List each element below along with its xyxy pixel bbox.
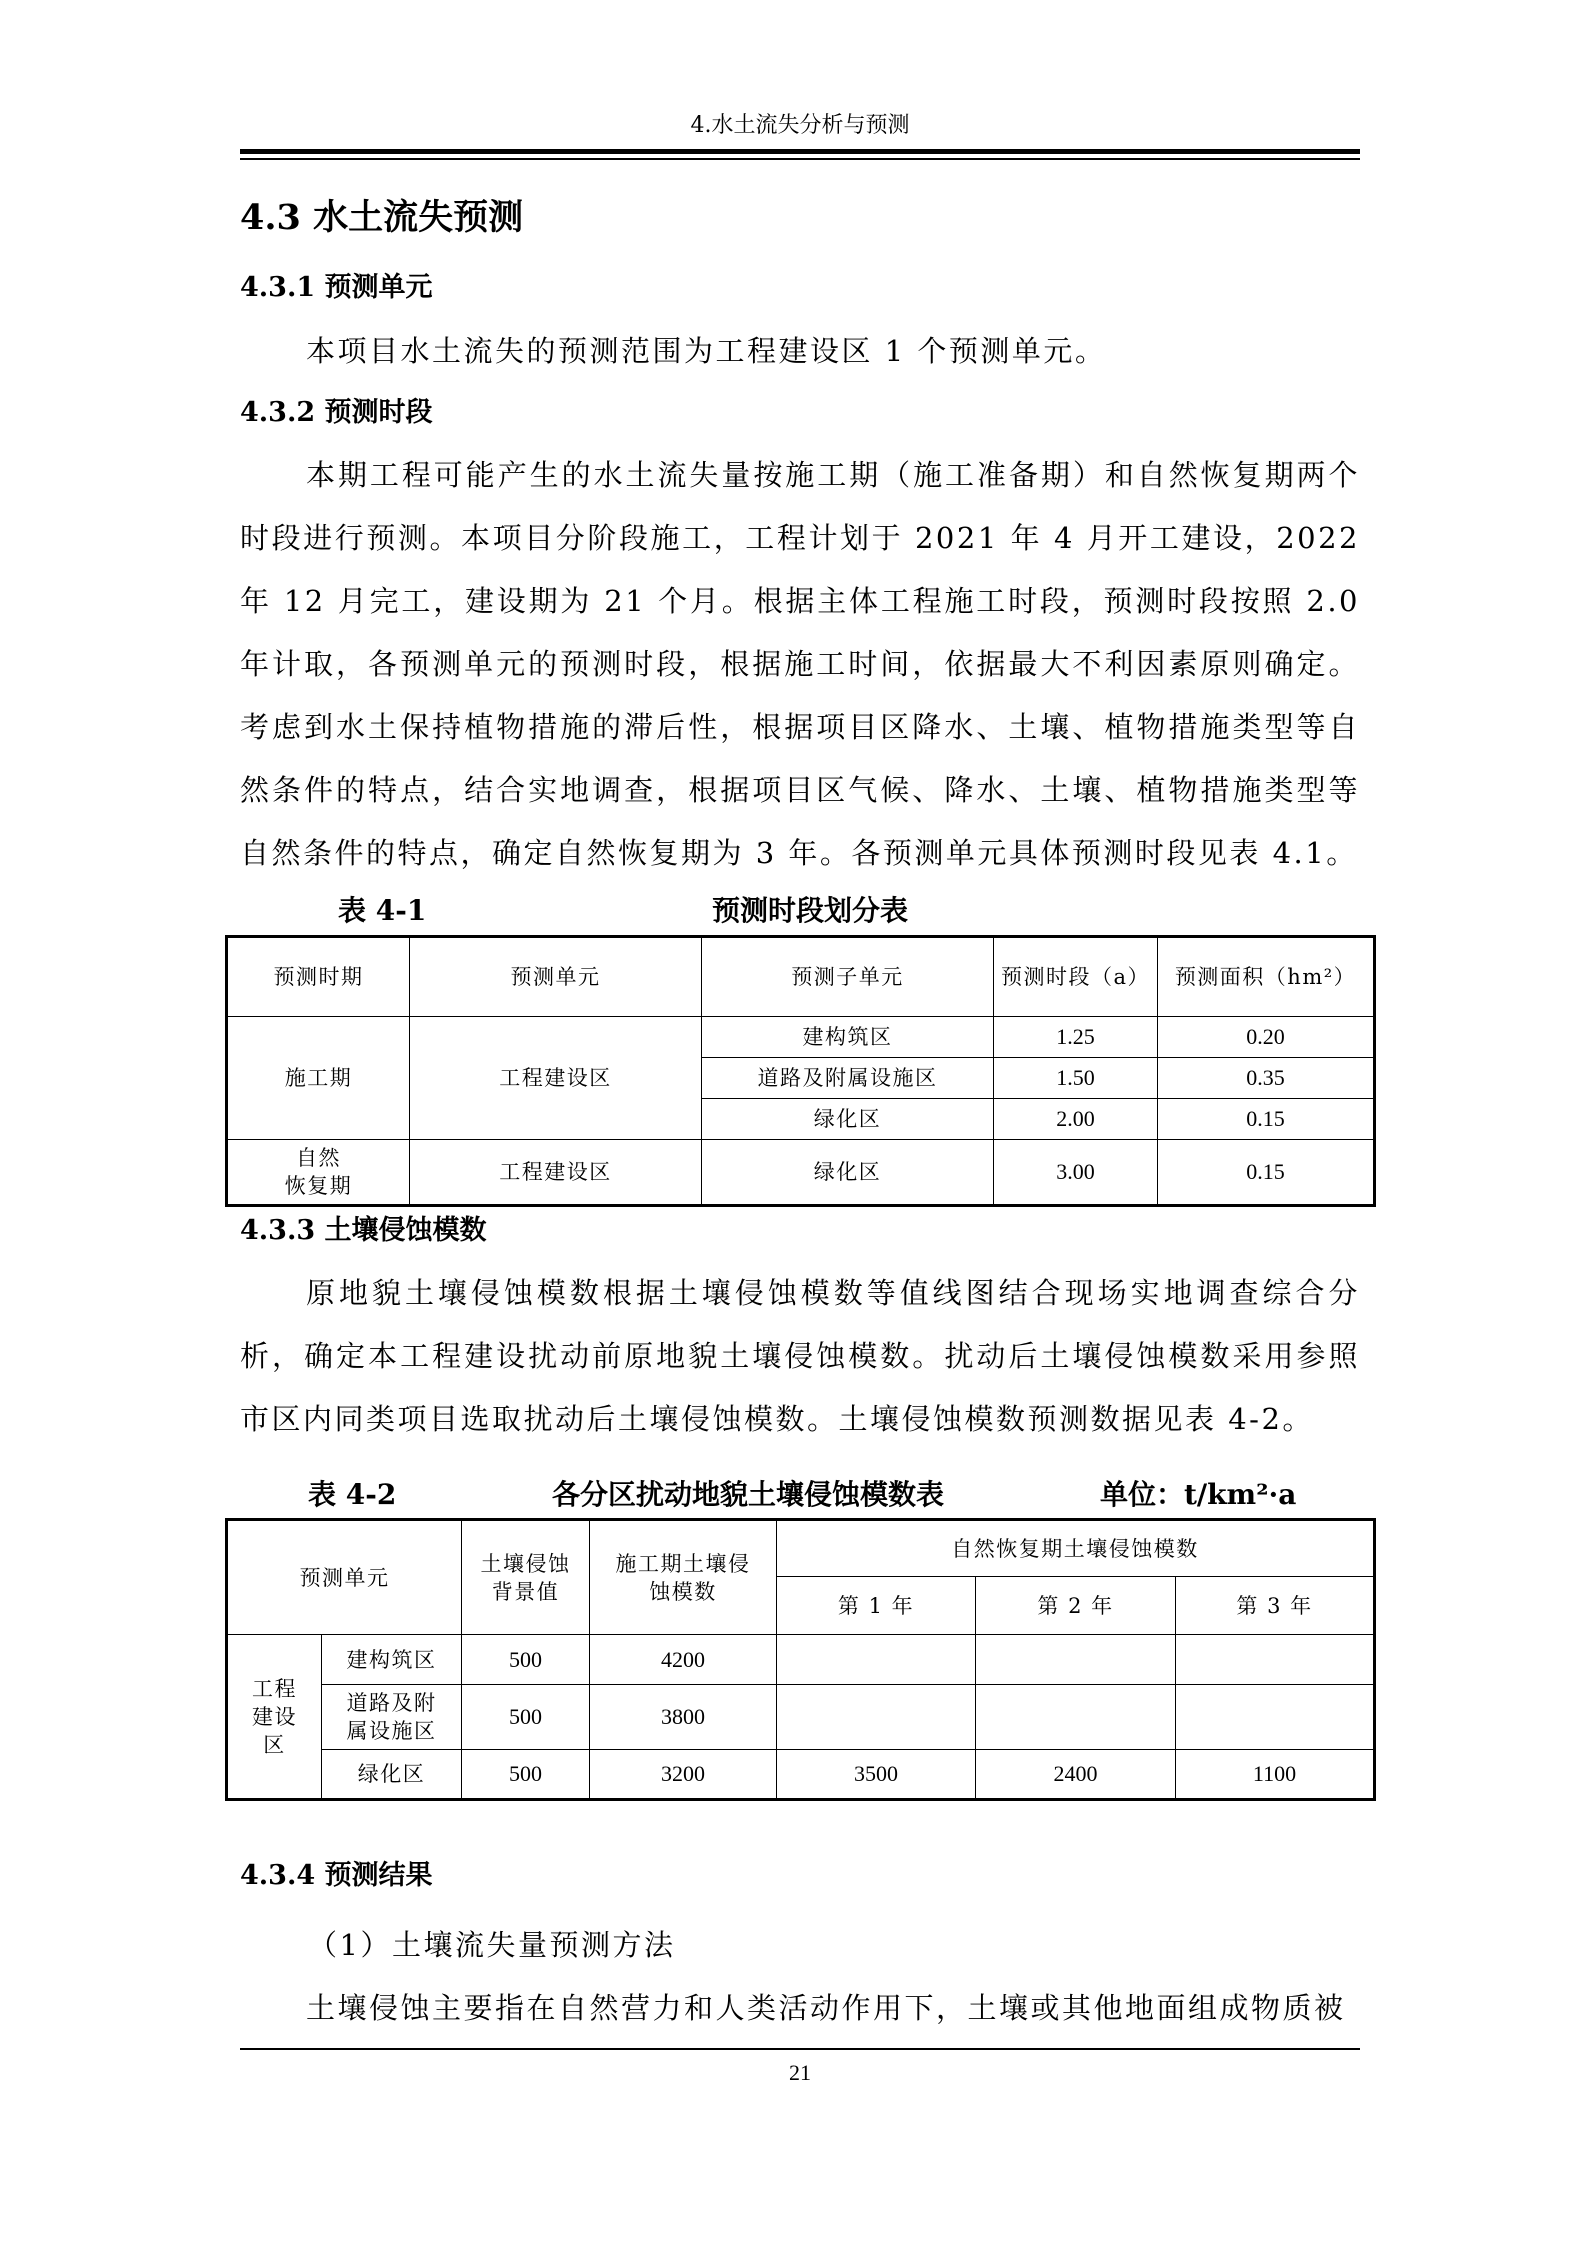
table2-background-value: 500 — [462, 1750, 590, 1800]
table2-year2-value: 2400 — [976, 1750, 1176, 1800]
table1-unit-cell: 工程建设区 — [410, 1017, 702, 1140]
table1-label: 表 4-1 — [338, 894, 427, 927]
table2-header-year: 第 1 年 — [777, 1577, 976, 1635]
table1-header-cell: 预测时段（a） — [994, 937, 1158, 1017]
table1-subunit-cell: 道路及附属设施区 — [702, 1058, 994, 1099]
running-header: 4.水土流失分析与预测 — [690, 113, 910, 138]
table1-period-value: 2.00 — [994, 1099, 1158, 1140]
table2-header-recovery: 自然恢复期土壤侵蚀模数 — [777, 1520, 1375, 1577]
paragraph-4-3-4-start: 土壤侵蚀主要指在自然营力和人类活动作用下，土壤或其他地面组成物质被 — [306, 1991, 1346, 2025]
heading-4-3-4: 4.3.4 预测结果 — [240, 1860, 433, 1891]
table-row — [227, 1140, 1375, 1206]
table2-header-construction: 施工期土壤侵 蚀模数 — [590, 1520, 777, 1635]
table1-header-cell: 预测时期 — [227, 937, 410, 1017]
table1-header-cell: 预测子单元 — [702, 937, 994, 1017]
table2-construction-value: 3200 — [590, 1750, 777, 1800]
table1-period-value: 3.00 — [994, 1140, 1158, 1206]
table2-subunit-cell: 道路及附 属设施区 — [322, 1685, 462, 1750]
table1-subunit-cell: 绿化区 — [702, 1099, 994, 1140]
table2-title: 各分区扰动地貌土壤侵蚀模数表 — [552, 1478, 945, 1511]
table2-construction-value: 3800 — [590, 1685, 777, 1750]
table2-year1-value — [777, 1635, 976, 1685]
table-4-1 — [225, 935, 1376, 1207]
table2-header-background: 土壤侵蚀 背景值 — [462, 1520, 590, 1635]
table2-label: 表 4-2 — [308, 1478, 397, 1511]
table1-subunit-cell: 建构筑区 — [702, 1017, 994, 1058]
table-4-2 — [225, 1518, 1376, 1801]
table1-period-value: 1.25 — [994, 1017, 1158, 1058]
page-number: 21 — [789, 2060, 811, 2085]
table-row — [227, 1635, 1375, 1685]
table2-year1-value: 3500 — [777, 1750, 976, 1800]
table1-area-value: 0.35 — [1158, 1058, 1375, 1099]
header-rule-thick — [240, 149, 1360, 154]
table2-subunit-cell: 绿化区 — [322, 1750, 462, 1800]
table2-construction-value: 4200 — [590, 1635, 777, 1685]
paragraph-4-3-3: 原地貌土壤侵蚀模数根据土壤侵蚀模数等值线图结合现场实地调查综合分析，确定本工程建设扰动前原地貌土壤侵蚀模数。扰动后土壤侵蚀模数采用参照市区内同类项目选取扰动后土壤侵蚀模数。土壤侵蚀模数预测数据见表 4-2。 — [240, 1276, 1360, 1436]
table1-subunit-cell: 绿化区 — [702, 1140, 994, 1206]
section-heading-4-3: 4.3 水土流失预测 — [240, 197, 524, 238]
footer-rule — [240, 2048, 1360, 2050]
paragraph-4-3-2: 本期工程可能产生的水土流失量按施工期（施工准备期）和自然恢复期两个时段进行预测。本项目分阶段施工，工程计划于 2021 年 4 月开工建设，2022 年 12 月完工，建设期为 21 个月。根据主体工程施工时段，预测时段按照 2.0 年计取，各预测单元的预测时段，根据施工时间，依据最大不利因素原则确定。考虑到水土保持植物措施的滞后性，根据项目区降水、土壤、植物措施类型等自然条件的特点，结合实地调查，根据项目区气候、降水、土壤、植物措施类型等自然条件的特点，确定自然恢复期为 3 年。各预测单元具体预测时段见表 4.1。 — [240, 458, 1360, 870]
table2-year3-value: 1100 — [1176, 1750, 1375, 1800]
table1-area-value: 0.20 — [1158, 1017, 1375, 1058]
table1-area-value: 0.15 — [1158, 1140, 1375, 1206]
table2-year1-value — [777, 1685, 976, 1750]
table2-background-value: 500 — [462, 1685, 590, 1750]
heading-4-3-2: 4.3.2 预测时段 — [240, 397, 433, 428]
heading-4-3-1: 4.3.1 预测单元 — [240, 272, 433, 303]
table-row — [227, 1017, 1375, 1058]
table2-group-cell: 工程 建设 区 — [227, 1635, 322, 1800]
table1-header-cell: 预测面积（hm²） — [1158, 937, 1375, 1017]
table2-unit: 单位：t/km²·a — [1100, 1478, 1297, 1511]
table2-subunit-cell: 建构筑区 — [322, 1635, 462, 1685]
table1-period-cell: 施工期 — [227, 1017, 410, 1140]
table1-header-row — [227, 937, 1375, 1017]
table1-period-value: 1.50 — [994, 1058, 1158, 1099]
table2-header-unit: 预测单元 — [227, 1520, 462, 1635]
table2-year3-value — [1176, 1685, 1375, 1750]
table2-header-year: 第 3 年 — [1176, 1577, 1375, 1635]
table-row — [227, 1750, 1375, 1800]
table2-year2-value — [976, 1635, 1176, 1685]
paragraph-4-3-1: 本项目水土流失的预测范围为工程建设区 1 个预测单元。 — [306, 334, 1107, 368]
header-rule-thin — [240, 158, 1360, 160]
list-item-1: （1）土壤流失量预测方法 — [308, 1928, 676, 1962]
table2-year2-value — [976, 1685, 1176, 1750]
table2-header-row — [227, 1520, 1375, 1577]
table2-year3-value — [1176, 1635, 1375, 1685]
table1-header-cell: 预测单元 — [410, 937, 702, 1017]
table-row — [227, 1685, 1375, 1750]
table2-header-year: 第 2 年 — [976, 1577, 1176, 1635]
table1-area-value: 0.15 — [1158, 1099, 1375, 1140]
table2-background-value: 500 — [462, 1635, 590, 1685]
table1-period-cell: 自然 恢复期 — [227, 1140, 410, 1206]
table1-title: 预测时段划分表 — [712, 894, 909, 927]
table1-unit-cell: 工程建设区 — [410, 1140, 702, 1206]
heading-4-3-3: 4.3.3 土壤侵蚀模数 — [240, 1215, 487, 1246]
